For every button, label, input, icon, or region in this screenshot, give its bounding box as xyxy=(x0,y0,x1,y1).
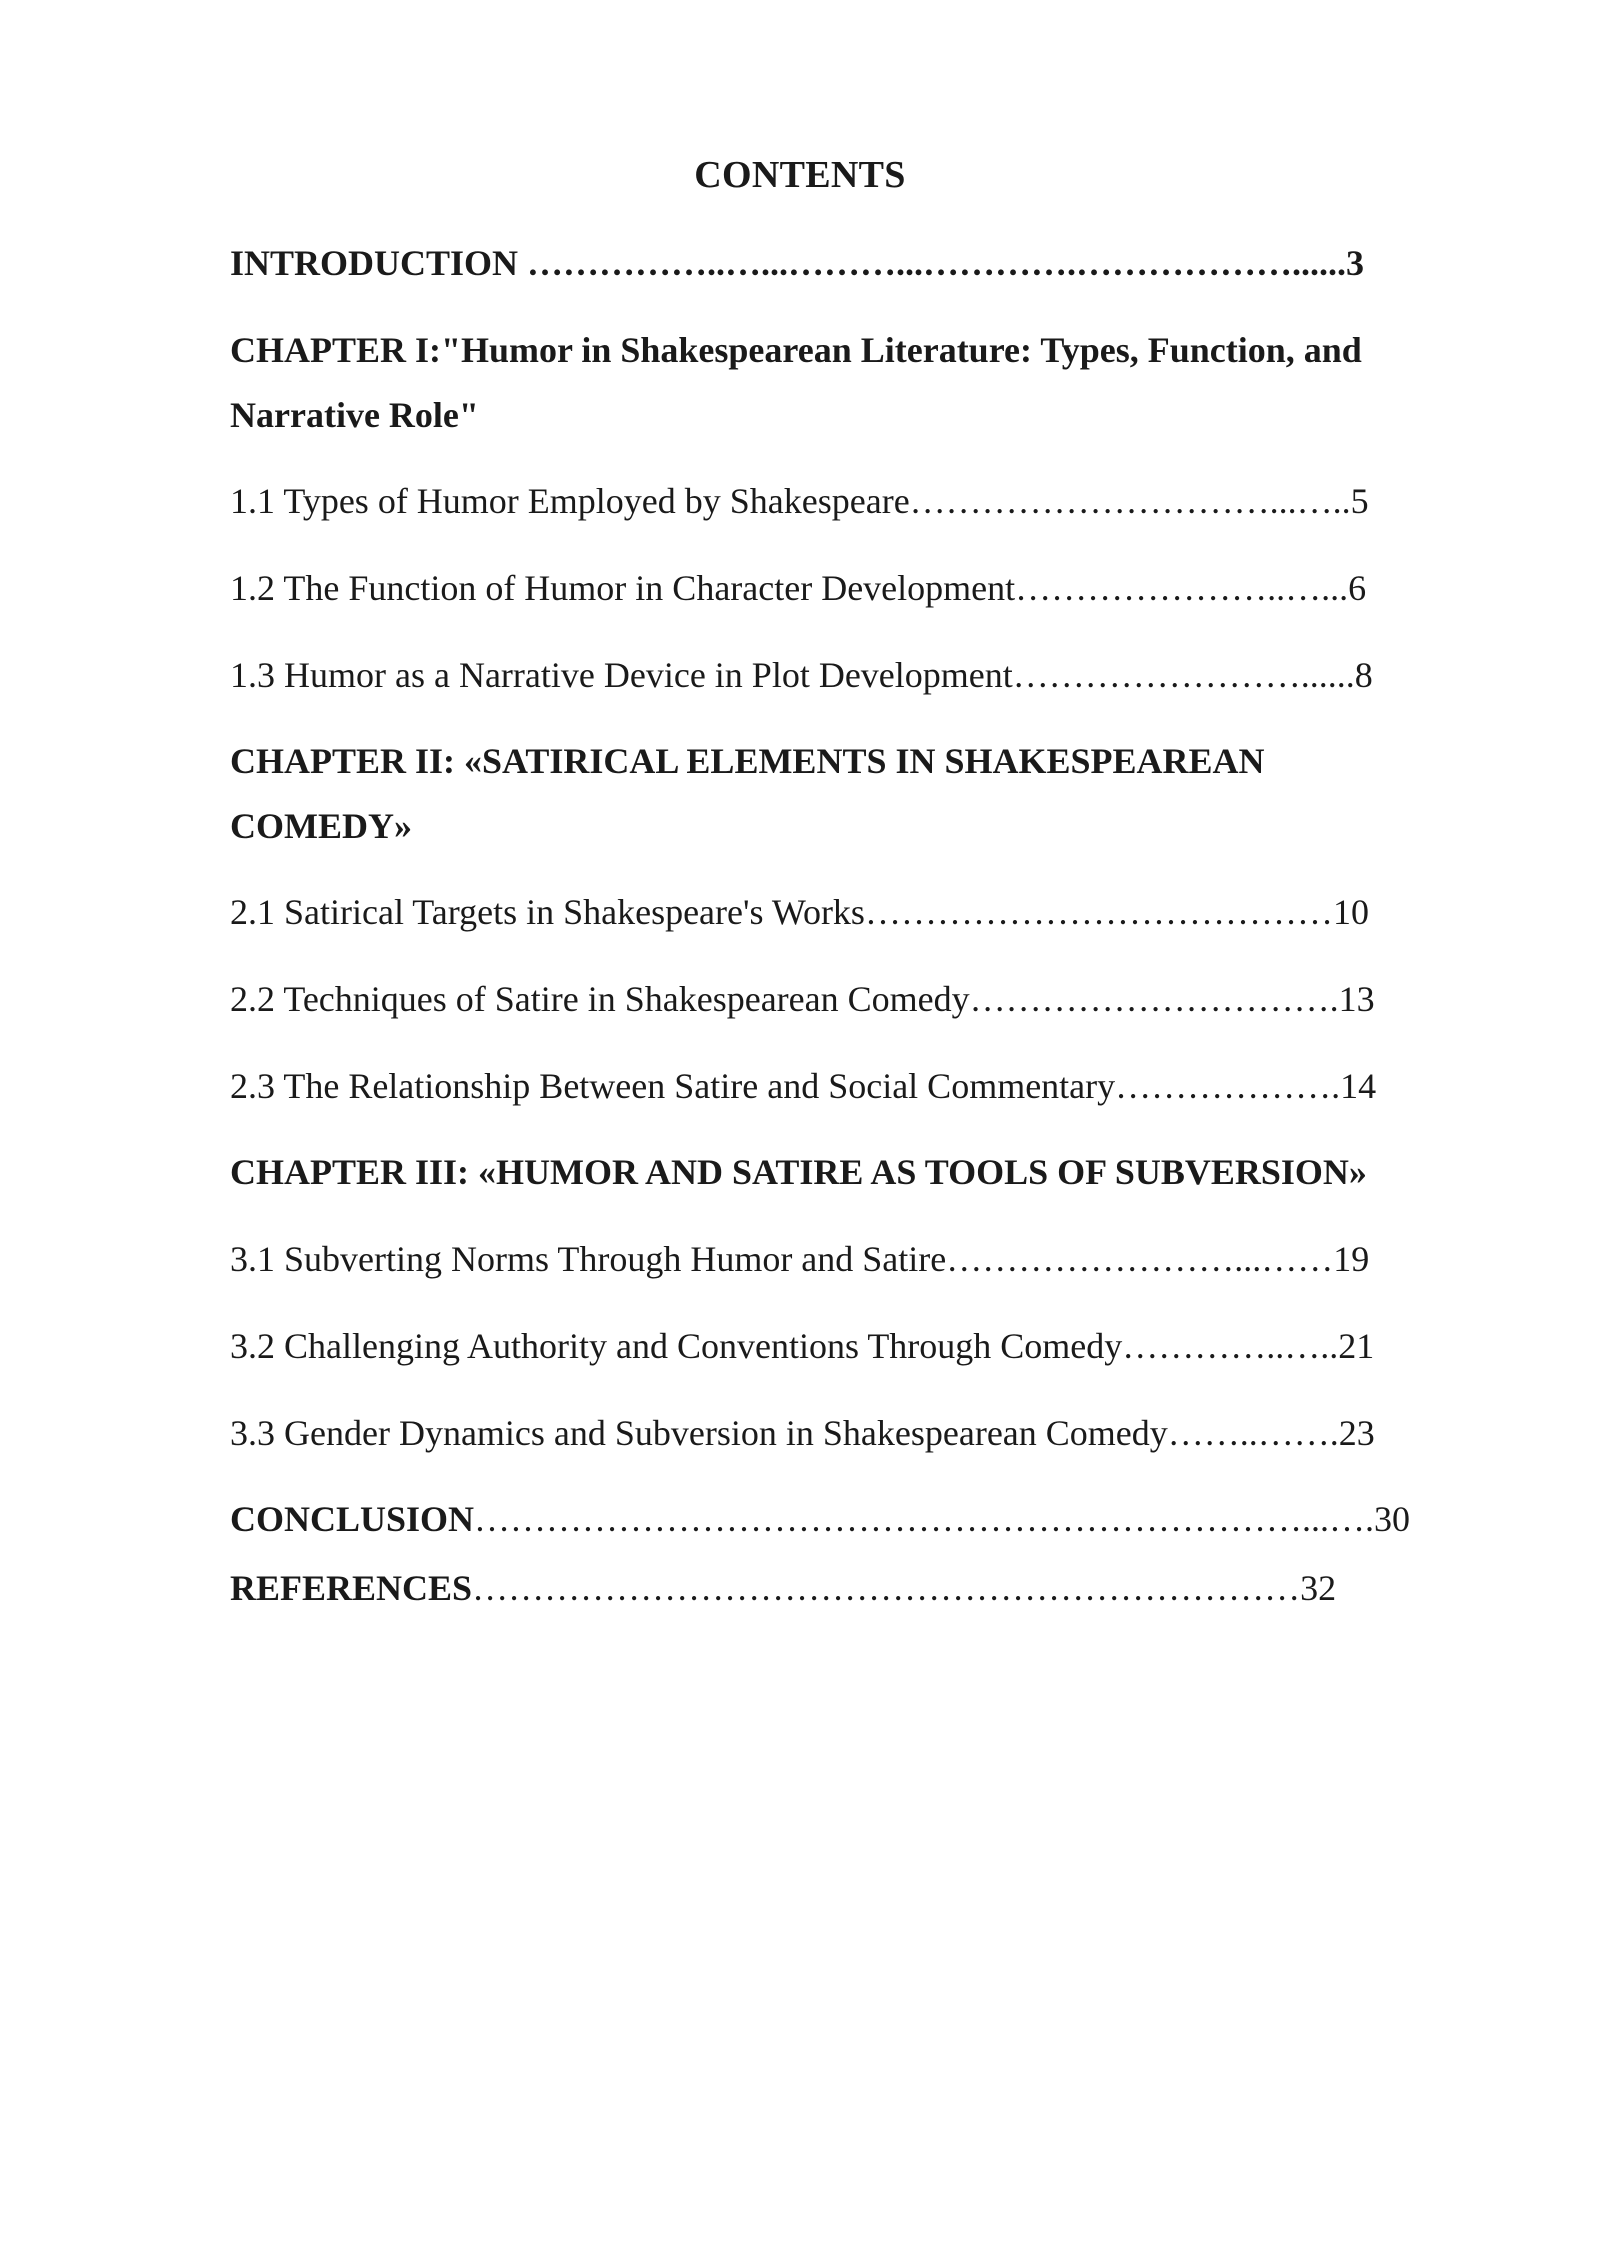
toc-entry-references-label: REFERENCES xyxy=(230,1568,473,1608)
toc-chapter-3-heading: CHAPTER III: «HUMOR AND SATIRE AS TOOLS OF SUBVERSION» xyxy=(230,1152,1367,1192)
toc-entry-2-3: 2.3 The Relationship Between Satire and Social Commentary……………….14 xyxy=(230,1066,1377,1106)
toc-entry-references xyxy=(230,1563,1336,1613)
toc-entry-2-1: 2.1 Satirical Targets in Shakespeare's Works…………………………………10 xyxy=(230,892,1369,932)
toc-entry-3-2: 3.2 Challenging Authority and Conventions Through Comedy…………..…..21 xyxy=(230,1326,1375,1366)
page-title: CONTENTS xyxy=(694,154,906,196)
toc-entry-3-3: 3.3 Gender Dynamics and Subversion in Shakespearean Comedy……..…….23 xyxy=(230,1413,1375,1453)
toc-entry-conclusion xyxy=(230,1494,1410,1544)
toc-chapter-2-heading-line-2: COMEDY» xyxy=(230,806,412,846)
toc-entry-conclusion-leader: ……………………………………………………………...….30 xyxy=(474,1499,1411,1539)
toc-entry-introduction: INTRODUCTION ……………..…...………...………….………………......3 xyxy=(230,243,1365,283)
toc-entry-2-2: 2.2 Techniques of Satire in Shakespearean Comedy………………………….13 xyxy=(230,979,1375,1019)
toc-chapter-2-heading-line-1: CHAPTER II: «SATIRICAL ELEMENTS IN SHAKESPEAREAN xyxy=(230,741,1265,781)
toc-entry-1-2: 1.2 The Function of Humor in Character Development…………………..…...6 xyxy=(230,568,1367,608)
toc-entry-conclusion-label: CONCLUSION xyxy=(230,1499,475,1539)
toc-chapter-1-heading-line-2: Narrative Role" xyxy=(230,395,479,435)
toc-entry-1-1: 1.1 Types of Humor Employed by Shakespeare…………………………...…..5 xyxy=(230,481,1369,521)
toc-entry-references-leader: ……………………………………………………………32 xyxy=(472,1568,1337,1608)
toc-entry-3-1: 3.1 Subverting Norms Through Humor and Satire……………………...……19 xyxy=(230,1239,1370,1279)
toc-entry-1-3: 1.3 Humor as a Narrative Device in Plot Development……………………......8 xyxy=(230,655,1373,695)
toc-chapter-1-heading-line-1: CHAPTER I:"Humor in Shakespearean Literature: Types, Function, and xyxy=(230,330,1362,370)
